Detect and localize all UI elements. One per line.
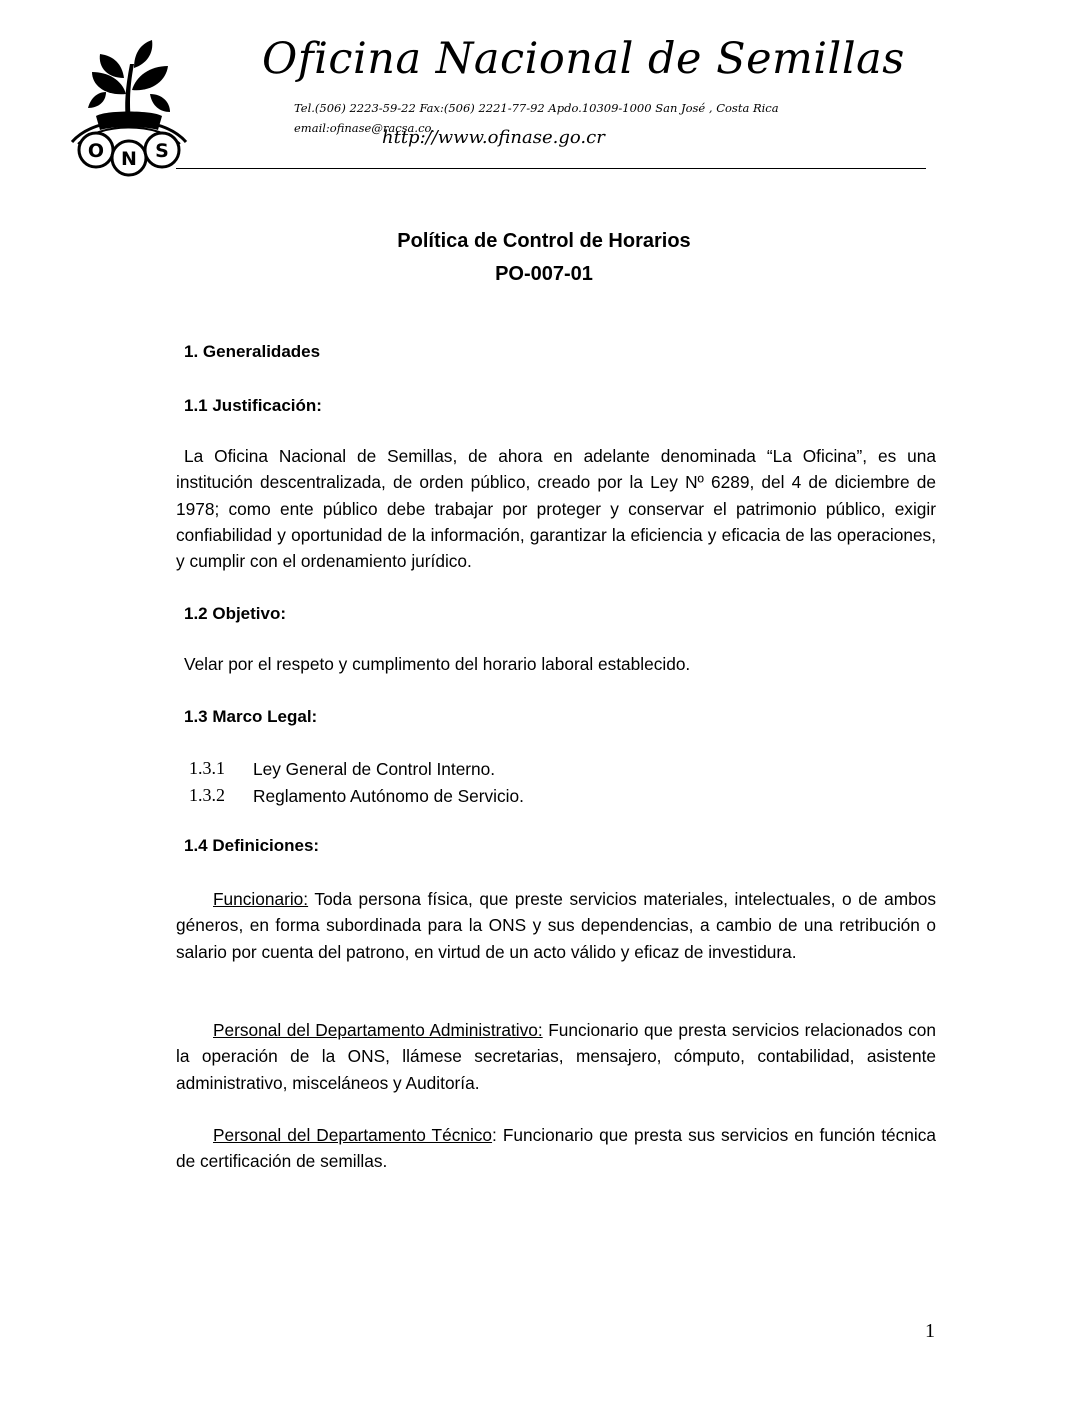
- section-heading-generalidades: 1. Generalidades: [184, 342, 321, 361]
- definition-term: Personal del Departamento Administrativo:: [213, 1020, 543, 1040]
- page-number: 1: [925, 1320, 935, 1342]
- definition-text: : Funcionario que presta sus servicios en función técnica de certificación de semillas.: [176, 1125, 936, 1172]
- objetivo-paragraph: Velar por el respeto y cumplimento del horario laboral establecido.: [184, 654, 691, 674]
- definition-personal-administrativo: [176, 1017, 936, 1096]
- contact-info: Tel.(506) 2223-59-22 Fax:(506) 2221-77-92 Apdo.10309-1000 San José , Costa Rica: [294, 101, 779, 115]
- svg-text:S: S: [155, 140, 169, 162]
- list-item-number: 1.3.2: [189, 785, 225, 805]
- section-heading-definiciones: 1.4 Definiciones:: [184, 836, 320, 855]
- definition-term: Personal del Departamento Técnico: [213, 1125, 493, 1145]
- section-heading-objetivo: 1.2 Objetivo:: [184, 604, 287, 623]
- svg-text:N: N: [121, 148, 137, 170]
- definition-funcionario: [176, 886, 936, 965]
- seedling-logo-icon: [66, 34, 192, 178]
- website-link[interactable]: http://www.ofinase.go.cr: [382, 127, 605, 148]
- header-divider: [176, 168, 926, 169]
- section-heading-justificacion: 1.1 Justificación:: [184, 396, 322, 415]
- list-item: Reglamento Autónomo de Servicio.: [253, 786, 524, 806]
- list-item-number: 1.3.1: [189, 758, 225, 778]
- ons-logo: [66, 34, 192, 178]
- definition-personal-tecnico: [176, 1122, 936, 1175]
- svg-text:O: O: [87, 140, 105, 162]
- section-heading-marco-legal: 1.3 Marco Legal:: [184, 707, 318, 726]
- definition-text: Toda persona física, que preste servicios materiales, intelectuales, o de ambos géneros, en forma subordinada para la ONS y sus dependencias, a cambio de una retribución o salario por cuenta del patrono, en virtud de un acto válido y eficaz de investidura.: [176, 889, 936, 962]
- justificacion-paragraph: La Oficina Nacional de Semillas, de ahora en adelante denominada “La Oficina”, es una institución descentralizada, de orden público, creado por la Ley Nº 6289, del 4 de diciembre de 1978; como ente público debe trabajar por proteger y conservar el patrimonio público, exigir confiabilidad y oportunidad de la información, garantizar la eficiencia y eficacia de las operaciones, y cumplir con el ordenamiento jurídico.: [176, 446, 936, 572]
- definition-text: Funcionario que presta servicios relacionados con la operación de la ONS, llámese secretarias, mensajero, cómputo, contabilidad, asistente administrativo, misceláneos y Auditoría.: [176, 1020, 936, 1093]
- definition-term: Funcionario:: [213, 889, 309, 909]
- document-code: PO-007-01: [495, 263, 593, 285]
- document-title: Política de Control de Horarios: [397, 230, 691, 252]
- organization-name: Oficina Nacional de Semillas: [262, 34, 905, 84]
- list-item: Ley General de Control Interno.: [253, 759, 496, 779]
- email-address[interactable]: email:ofinase@racsa.co.: [294, 121, 435, 135]
